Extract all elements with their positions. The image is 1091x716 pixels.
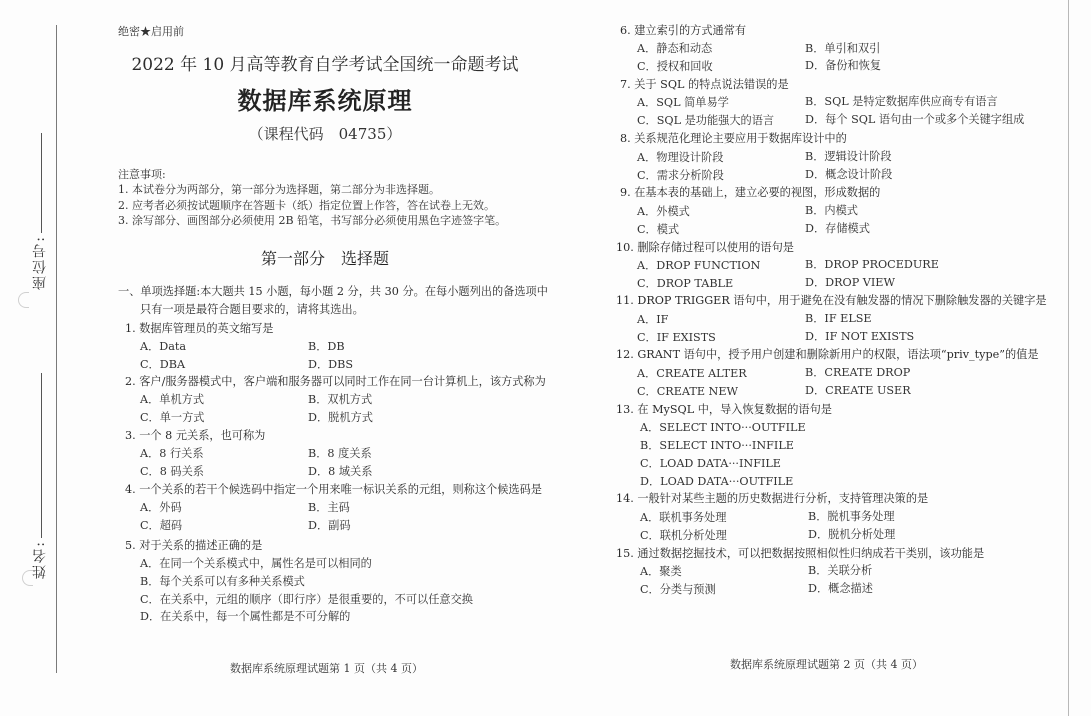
option-b: B．SELECT INTO···INFILE [640, 439, 794, 452]
note-item: 1. 本试卷分为两部分，第一部分为选择题，第二部分为非选择题。 [118, 183, 440, 196]
option-c: C．DROP TABLE [637, 277, 734, 290]
question-stem: 15. 通过数据挖掘技术，可以把数据按照相似性归纳成若干类别，该功能是 [616, 547, 985, 560]
option-c: C．CREATE NEW [637, 385, 739, 398]
note-item: 2. 应考者必须按试题顺序在答题卡（纸）指定位置上作答，答在试卷上无效。 [118, 199, 495, 212]
question-stem: 11. DROP TRIGGER 语句中，用于避免在没有触发器的情况下删除触发器的关键字是 [616, 294, 1047, 307]
option-c: C．超码 [140, 519, 183, 532]
option-c: C．8 码关系 [140, 465, 204, 478]
punch-hole-mark [18, 292, 29, 308]
seat-field-underline[interactable] [41, 133, 42, 233]
question-stem: 14. 一般针对某些主题的历史数据进行分析，支持管理决策的是 [616, 492, 929, 505]
option-c: C．联机分析处理 [640, 529, 727, 542]
binding-line [56, 25, 57, 673]
option-d: D．备份和恢复 [805, 59, 882, 72]
option-b: B．单引和双引 [805, 42, 881, 55]
option-d: D．脱机分析处理 [808, 528, 896, 541]
section-instruction-line: 一、单项选择题:本大题共 15 小题，每小题 2 分，共 30 分。在每小题列出的备选项中 [118, 285, 548, 298]
option-a: A．CREATE ALTER [637, 367, 747, 380]
course-code: （课程代码 04735） [248, 125, 402, 143]
option-c: C．SQL 是功能强大的语言 [637, 114, 775, 127]
question-stem: 1. 数据库管理员的英文缩写是 [125, 322, 274, 335]
subject-title: 数据库系统原理 [237, 86, 413, 115]
option-b: B．双机方式 [308, 393, 373, 406]
question-stem: 3. 一个 8 元关系，也可称为 [125, 429, 266, 442]
option-d: D．IF NOT EXISTS [805, 330, 915, 343]
option-d: D．概念描述 [808, 582, 873, 595]
option-d: D．DROP VIEW [805, 276, 895, 289]
option-d: D．存储模式 [805, 222, 870, 235]
question-stem: 12. GRANT 语句中，授予用户创建和删除新用户的权限，语法项“priv_type”的值是 [616, 348, 1039, 361]
option-d: D．概念设计阶段 [805, 168, 893, 181]
option-b: B．8 度关系 [308, 447, 372, 460]
option-b: B．CREATE DROP [805, 366, 911, 379]
option-d: D．8 域关系 [308, 465, 373, 478]
punch-hole-mark [22, 570, 33, 586]
option-a: A．联机事务处理 [640, 511, 727, 524]
option-a: A．外模式 [637, 205, 690, 218]
right-edge-line [1068, 0, 1069, 716]
option-d: D．CREATE USER [805, 384, 911, 397]
option-a: A．8 行关系 [140, 447, 204, 460]
option-b: B．关联分析 [808, 564, 873, 577]
exam-title: 2022 年 10 月高等教育自学考试全国统一命题考试 [131, 55, 519, 75]
option-d: D．DBS [308, 358, 354, 371]
option-c: C．LOAD DATA···INFILE [640, 457, 781, 470]
seat-label: 座位号: [32, 235, 48, 290]
question-stem: 5. 对于关系的描述正确的是 [125, 539, 263, 552]
option-c: C．需求分析阶段 [637, 169, 724, 182]
secret-mark: 绝密★启用前 [118, 25, 184, 38]
option-c: C．分类与预测 [640, 583, 716, 596]
question-stem: 7. 关于 SQL 的特点说法错误的是 [620, 78, 789, 91]
question-stem: 8. 关系规范化理论主要应用于数据库设计中的 [620, 132, 847, 145]
option-b: B．DB [308, 340, 345, 353]
option-c: C．在关系中，元组的顺序（即行序）是很重要的，不可以任意交换 [140, 593, 473, 606]
option-c: C．模式 [637, 223, 680, 236]
option-b: B．主码 [308, 501, 350, 514]
option-b: B．逻辑设计阶段 [805, 150, 892, 163]
question-stem: 4. 一个关系的若干个候选码中指定一个用来唯一标识关系的元组，则称这个候选码是 [125, 483, 542, 496]
option-b: B．IF ELSE [805, 312, 872, 325]
option-c: C．单一方式 [140, 411, 205, 424]
option-a: A．静态和动态 [637, 42, 713, 55]
question-stem: 9. 在基本表的基础上，建立必要的视图，形成数据的 [620, 186, 881, 199]
option-a: A．外码 [140, 501, 182, 514]
option-d: D．副码 [308, 519, 351, 532]
option-d: D．LOAD DATA···OUTFILE [640, 475, 794, 488]
option-a: A．Data [140, 340, 187, 353]
part-title: 第一部分 选择题 [260, 249, 389, 268]
option-b: B．脱机事务处理 [808, 510, 895, 523]
option-c: C．DBA [140, 358, 186, 371]
question-stem: 6. 建立索引的方式通常有 [620, 24, 747, 37]
option-a: A．在同一个关系模式中，属性名是可以相同的 [140, 557, 372, 570]
option-a: A．IF [637, 313, 669, 326]
question-stem: 13. 在 MySQL 中，导入恢复数据的语句是 [616, 403, 832, 416]
page-footer: 数据库系统原理试题第 2 页（共 4 页） [730, 658, 923, 671]
option-b: B．DROP PROCEDURE [805, 258, 939, 271]
page-footer: 数据库系统原理试题第 1 页（共 4 页） [230, 662, 423, 675]
section-instruction-line: 只有一项是最符合题目要求的，请将其选出。 [140, 302, 364, 316]
option-a: A．SQL 简单易学 [637, 96, 729, 109]
option-a: A．聚类 [640, 565, 682, 578]
question-stem: 2. 客户/服务器模式中，客户端和服务器可以同时工作在同一台计算机上，该方式称为 [125, 375, 546, 388]
option-a: A．单机方式 [140, 393, 205, 406]
option-a: A．DROP FUNCTION [637, 259, 761, 272]
option-b: B．SQL 是特定数据库供应商专有语言 [805, 95, 998, 108]
option-a: A．SELECT INTO···OUTFILE [640, 421, 806, 434]
option-c: C．授权和回收 [637, 60, 713, 73]
name-label: 姓名: [32, 540, 48, 579]
option-d: D．每个 SQL 语句由一个或多个关键字组成 [805, 113, 1025, 126]
option-d: D．在关系中，每一个属性都是不可分解的 [140, 610, 351, 623]
section-instruction [118, 283, 548, 318]
option-b: B．每个关系可以有多种关系模式 [140, 575, 305, 588]
option-b: B．内模式 [805, 204, 858, 217]
notes-heading: 注意事项: [118, 168, 166, 181]
option-c: C．IF EXISTS [637, 331, 716, 344]
note-item: 3. 涂写部分、画图部分必须使用 2B 铅笔，书写部分必须使用黑色字迹签字笔。 [118, 214, 507, 227]
question-stem: 10. 删除存储过程可以使用的语句是 [616, 241, 794, 254]
option-d: D．脱机方式 [308, 411, 373, 424]
option-a: A．物理设计阶段 [637, 151, 724, 164]
name-field-underline[interactable] [41, 373, 42, 538]
